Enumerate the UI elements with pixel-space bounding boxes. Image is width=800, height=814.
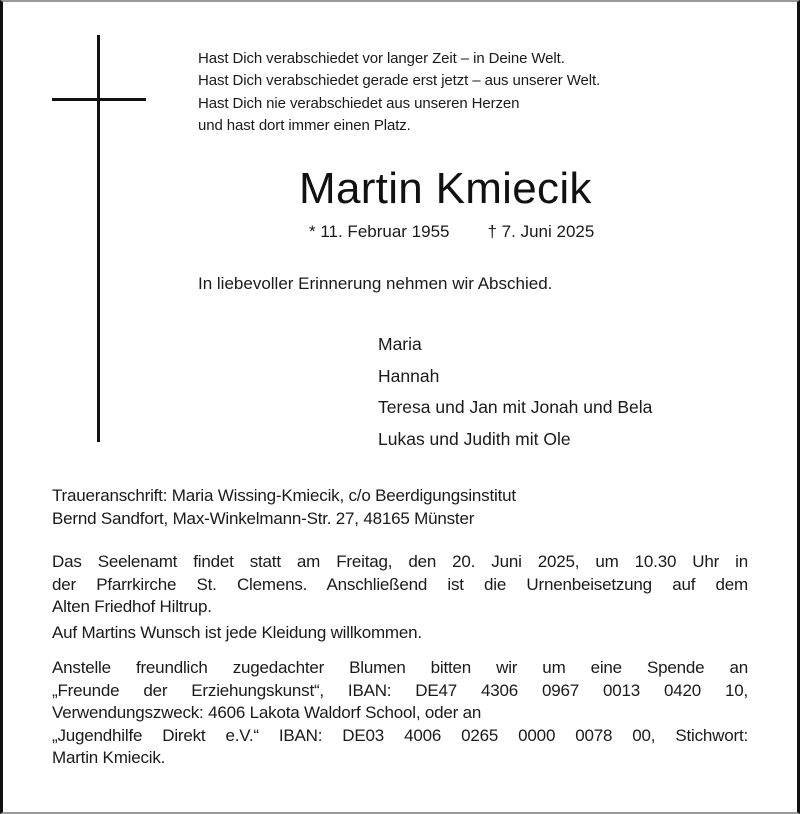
death-date: † 7. Juni 2025	[487, 222, 595, 241]
service-line: der Pfarrkirche St. Clemens. Anschließend ist die Urnenbeisetzung auf dem	[52, 574, 748, 594]
dress-note	[52, 622, 748, 645]
farewell-line: In liebevoller Erinnerung nehmen wir Abschied.	[198, 274, 553, 293]
poem-line: und hast dort immer einen Platz.	[198, 116, 411, 134]
address-line: Bernd Sandfort, Max-Winkelmann-Str. 27, 48165 Münster	[52, 508, 475, 528]
mourner: Maria	[378, 334, 422, 354]
donation-line: Martin Kmiecik.	[52, 748, 166, 767]
birth-date: * 11. Februar 1955	[309, 222, 450, 241]
poem-line: Hast Dich verabschiedet gerade erst jetzt – aus unserer Welt.	[198, 72, 601, 90]
poem-line: Hast Dich verabschiedet vor langer Zeit – in Deine Welt.	[198, 50, 565, 67]
mourning-address	[52, 485, 748, 530]
mourner: Teresa und Jan mit Jonah und Bela	[378, 397, 653, 418]
life-dates	[309, 220, 594, 244]
donation-info	[52, 657, 748, 770]
poem	[198, 48, 600, 137]
donation-line: Verwendungszweck: 4606 Lakota Waldorf School, oder an	[52, 703, 482, 722]
donation-line: „Jugendhilfe Direkt e.V.“ IBAN: DE03 4006 0265 0000 0078 00, Stichwort:	[52, 725, 748, 745]
donation-line: Anstelle freundlich zugedachter Blumen bitten wir um eine Spende an	[52, 658, 748, 677]
service-info	[52, 551, 748, 619]
dress-note-line: Auf Martins Wunsch ist jede Kleidung willkommen.	[52, 623, 422, 642]
address-line: Traueranschrift: Maria Wissing-Kmiecik, c/o Beerdigungsinstitut	[52, 486, 516, 505]
deceased-name: Martin Kmiecik	[299, 164, 592, 213]
mourner: Hannah	[378, 365, 440, 386]
donation-line: „Freunde der Erziehungskunst“, IBAN: DE47 4306 0967 0013 0420 10,	[52, 680, 748, 700]
cross-vertical-bar	[97, 35, 100, 442]
service-line: Das Seelenamt findet statt am Freitag, den 20. Juni 2025, um 10.30 Uhr in	[52, 552, 748, 571]
poem-line: Hast Dich nie verabschiedet aus unseren Herzen	[198, 94, 520, 112]
mourner: Lukas und Judith mit Ole	[378, 429, 571, 450]
mourners-list	[378, 329, 652, 456]
cross-horizontal-bar	[52, 98, 146, 101]
service-line: Alten Friedhof Hiltrup.	[52, 597, 212, 616]
